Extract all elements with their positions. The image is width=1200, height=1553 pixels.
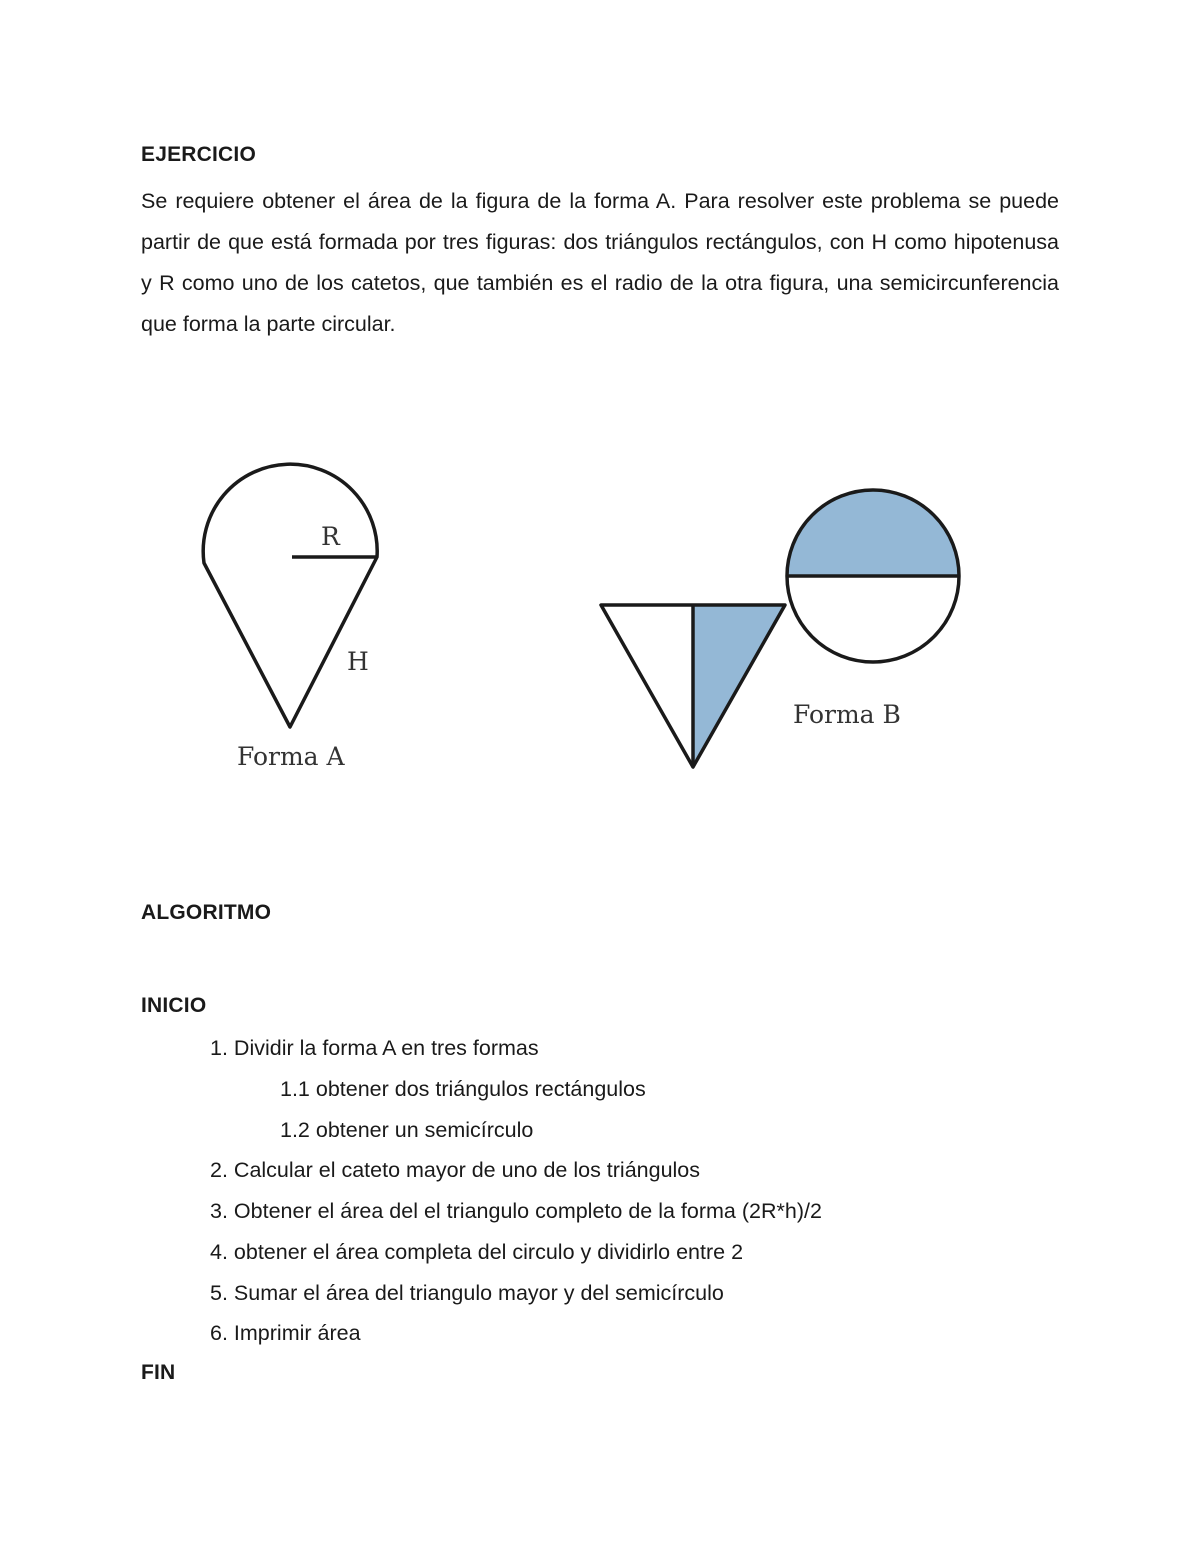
step-number: 6. bbox=[210, 1321, 228, 1345]
algorithm-step bbox=[210, 1199, 822, 1224]
step-text: Calcular el cateto mayor de uno de los triángulos bbox=[233, 1158, 701, 1182]
step-number: 5. bbox=[210, 1281, 228, 1305]
algorithm-step bbox=[210, 1036, 539, 1061]
step-number: 1. bbox=[210, 1036, 228, 1060]
algorithm-step bbox=[210, 1281, 724, 1306]
shape-a-caption: Forma A bbox=[237, 742, 345, 771]
intro-line: puede partir de que está formada por tres figuras: dos triángulos rectángulos, con H como bbox=[141, 189, 1059, 254]
intro-line: hipotenusa y R como uno de los catetos, que también es el radio de la otra figura, una bbox=[141, 230, 1059, 295]
step-text: obtener el área completa del circulo y dividirlo entre 2 bbox=[233, 1240, 744, 1264]
algorithm-substep bbox=[280, 1077, 646, 1102]
intro-line: Se requiere obtener el área de la figura de la forma A. Para resolver este problema se bbox=[141, 189, 992, 213]
step-text: Imprimir área bbox=[233, 1321, 361, 1345]
step-number: 4. bbox=[210, 1240, 228, 1264]
algorithm-step bbox=[210, 1158, 700, 1183]
algorithm-heading: ALGORITMO bbox=[141, 901, 272, 924]
algorithm-substep bbox=[280, 1118, 533, 1143]
step-number: 2. bbox=[210, 1158, 228, 1182]
shape-b-caption: Forma B bbox=[793, 700, 901, 729]
shape-a bbox=[203, 464, 377, 771]
exercise-intro bbox=[141, 181, 1059, 345]
step-number: 3. bbox=[210, 1199, 228, 1223]
shape-b-shaded-semicircle bbox=[787, 490, 959, 576]
shape-b bbox=[601, 490, 959, 767]
step-text: Sumar el área del triangulo mayor y del semicírculo bbox=[233, 1281, 724, 1305]
step-text: Obtener el área del el triangulo completo de la forma (2R*h)/2 bbox=[233, 1199, 822, 1223]
algorithm-step bbox=[210, 1240, 743, 1265]
step-text: 1.1 obtener dos triángulos rectángulos bbox=[280, 1077, 646, 1101]
step-text: Dividir la forma A en tres formas bbox=[233, 1036, 539, 1060]
exercise-heading: EJERCICIO bbox=[141, 143, 256, 166]
algorithm-start: INICIO bbox=[141, 994, 207, 1017]
intro-line: semicircunferencia que forma la parte circular. bbox=[141, 271, 1059, 336]
algorithm-end: FIN bbox=[141, 1361, 176, 1384]
shapes-figure bbox=[0, 440, 1200, 800]
radius-label: R bbox=[321, 522, 340, 551]
hypotenuse-label: H bbox=[347, 647, 369, 676]
step-text: 1.2 obtener un semicírculo bbox=[280, 1118, 534, 1142]
shape-a-outline bbox=[203, 464, 377, 727]
algorithm-step bbox=[210, 1321, 361, 1346]
